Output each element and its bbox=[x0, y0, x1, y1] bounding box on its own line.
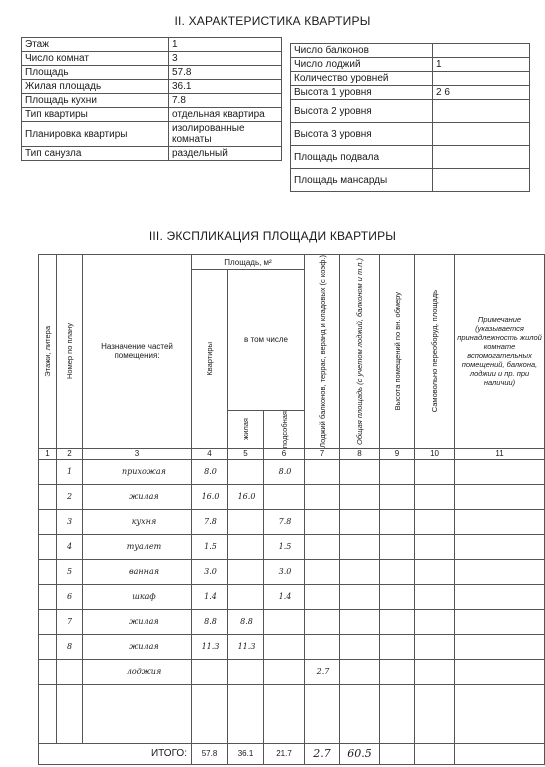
characteristic-label: Высота 3 уровня bbox=[291, 123, 433, 146]
spacer-row bbox=[39, 684, 545, 743]
empty-cell bbox=[340, 584, 380, 609]
characteristic-label: Жилая площадь bbox=[22, 80, 169, 94]
empty-cell bbox=[380, 484, 415, 509]
total-aux: 21.7 bbox=[264, 743, 305, 764]
aux-area: 7.8 bbox=[264, 509, 305, 534]
empty-cell bbox=[455, 609, 545, 634]
header-floor-letter: Этажи, литера bbox=[39, 255, 57, 449]
floor-cell bbox=[39, 459, 57, 484]
characteristic-row bbox=[22, 94, 282, 108]
header-auxiliary: подсобная bbox=[264, 410, 305, 448]
floor-cell bbox=[39, 484, 57, 509]
floor-cell bbox=[39, 534, 57, 559]
table-row bbox=[39, 634, 545, 659]
characteristic-value bbox=[433, 44, 530, 58]
apt-area: 1.5 bbox=[192, 534, 228, 559]
apt-area: 8.8 bbox=[192, 609, 228, 634]
aux-area: 1.5 bbox=[264, 534, 305, 559]
loggia-area bbox=[305, 484, 340, 509]
total-loggia: 2.7 bbox=[305, 743, 340, 764]
loggia-area bbox=[305, 609, 340, 634]
empty-cell bbox=[380, 584, 415, 609]
characteristic-row bbox=[22, 108, 282, 122]
living-area bbox=[228, 534, 264, 559]
floor-cell bbox=[39, 634, 57, 659]
loggia-row bbox=[39, 659, 545, 684]
empty-cell bbox=[340, 609, 380, 634]
empty-cell bbox=[415, 584, 455, 609]
empty-cell bbox=[340, 559, 380, 584]
column-number: 10 bbox=[415, 448, 455, 459]
empty-cell bbox=[415, 559, 455, 584]
characteristic-row bbox=[291, 86, 530, 100]
empty-cell bbox=[455, 634, 545, 659]
characteristic-row bbox=[22, 80, 282, 94]
characteristic-value: 1 bbox=[169, 38, 282, 52]
aux-area: 8.0 bbox=[264, 459, 305, 484]
empty-cell bbox=[380, 559, 415, 584]
empty-cell bbox=[455, 484, 545, 509]
loggia-area bbox=[305, 634, 340, 659]
characteristic-label: Площадь подвала bbox=[291, 146, 433, 169]
plan-number: 2 bbox=[57, 484, 83, 509]
loggia-area bbox=[305, 559, 340, 584]
header-plan-number: Номер по плану bbox=[57, 255, 83, 449]
floor-cell bbox=[39, 584, 57, 609]
characteristic-label: Площадь кухни bbox=[22, 94, 169, 108]
loggia-area bbox=[305, 509, 340, 534]
characteristic-value bbox=[433, 72, 530, 86]
aux-area bbox=[264, 634, 305, 659]
characteristic-row bbox=[22, 147, 282, 161]
empty-cell bbox=[455, 584, 545, 609]
living-area: 8.8 bbox=[228, 609, 264, 634]
characteristic-row bbox=[22, 52, 282, 66]
table-row bbox=[39, 559, 545, 584]
empty-cell bbox=[340, 634, 380, 659]
section-3-title: III. ЭКСПЛИКАЦИЯ ПЛОЩАДИ КВАРТИРЫ bbox=[148, 229, 397, 243]
empty-cell bbox=[340, 484, 380, 509]
loggia-area bbox=[305, 584, 340, 609]
column-number: 7 bbox=[305, 448, 340, 459]
characteristic-value: 1 bbox=[433, 58, 530, 72]
characteristic-label: Количество уровней bbox=[291, 72, 433, 86]
plan-number: 5 bbox=[57, 559, 83, 584]
explication-table bbox=[38, 254, 545, 765]
characteristic-value: 2 6 bbox=[433, 86, 530, 100]
living-area bbox=[228, 584, 264, 609]
room-name: ванная bbox=[83, 559, 192, 584]
characteristic-label: Число комнат bbox=[22, 52, 169, 66]
characteristic-row bbox=[291, 72, 530, 86]
characteristic-value: отдельная квартира bbox=[169, 108, 282, 122]
characteristic-value: 57.8 bbox=[169, 66, 282, 80]
empty-cell bbox=[340, 509, 380, 534]
empty-cell bbox=[380, 459, 415, 484]
header-including: в том числе bbox=[228, 270, 305, 411]
header-apartment: Квартиры bbox=[192, 270, 228, 449]
characteristic-label: Число лоджий bbox=[291, 58, 433, 72]
table-row bbox=[39, 534, 545, 559]
characteristic-row bbox=[22, 66, 282, 80]
characteristic-row bbox=[291, 44, 530, 58]
characteristic-row bbox=[291, 100, 530, 123]
empty-cell bbox=[455, 559, 545, 584]
empty-cell bbox=[340, 459, 380, 484]
characteristic-value bbox=[433, 123, 530, 146]
room-name: жилая bbox=[83, 609, 192, 634]
column-number: 4 bbox=[192, 448, 228, 459]
header-area: Площадь, м² bbox=[192, 255, 305, 270]
characteristic-label: Число балконов bbox=[291, 44, 433, 58]
column-number: 11 bbox=[455, 448, 545, 459]
characteristic-value: раздельный bbox=[169, 147, 282, 161]
characteristic-label: Площадь мансарды bbox=[291, 169, 433, 192]
empty-cell bbox=[380, 634, 415, 659]
table-row bbox=[39, 509, 545, 534]
characteristic-value bbox=[433, 169, 530, 192]
characteristic-value: изолированные комнаты bbox=[169, 122, 282, 147]
empty-cell bbox=[380, 534, 415, 559]
empty-cell bbox=[340, 534, 380, 559]
floor-cell bbox=[39, 509, 57, 534]
column-number: 2 bbox=[57, 448, 83, 459]
room-name: жилая bbox=[83, 484, 192, 509]
characteristic-label: Тип санузла bbox=[22, 147, 169, 161]
apt-area: 8.0 bbox=[192, 459, 228, 484]
apt-area: 3.0 bbox=[192, 559, 228, 584]
totals-row bbox=[39, 743, 545, 764]
empty-cell bbox=[455, 459, 545, 484]
aux-area bbox=[264, 484, 305, 509]
header-total-area: Общая площадь (с учетом лоджий, балконом и т.п.) bbox=[340, 255, 380, 449]
column-number: 1 bbox=[39, 448, 57, 459]
empty-cell bbox=[380, 609, 415, 634]
floor-cell bbox=[39, 609, 57, 634]
empty-cell bbox=[415, 509, 455, 534]
living-area: 16.0 bbox=[228, 484, 264, 509]
apt-area: 16.0 bbox=[192, 484, 228, 509]
aux-area: 3.0 bbox=[264, 559, 305, 584]
aux-area: 1.4 bbox=[264, 584, 305, 609]
room-name: жилая bbox=[83, 634, 192, 659]
characteristic-label: Высота 2 уровня bbox=[291, 100, 433, 123]
apt-area: 11.3 bbox=[192, 634, 228, 659]
characteristic-label: Тип квартиры bbox=[22, 108, 169, 122]
column-number: 5 bbox=[228, 448, 264, 459]
header-purpose: Назначение частей помещения: bbox=[83, 255, 192, 449]
apt-area: 1.4 bbox=[192, 584, 228, 609]
empty-cell bbox=[455, 534, 545, 559]
aux-area bbox=[264, 609, 305, 634]
characteristics-right-table bbox=[290, 43, 530, 192]
room-name: шкаф bbox=[83, 584, 192, 609]
plan-number: 1 bbox=[57, 459, 83, 484]
total-living: 36.1 bbox=[228, 743, 264, 764]
empty-cell bbox=[415, 634, 455, 659]
table-row bbox=[39, 484, 545, 509]
characteristic-label: Высота 1 уровня bbox=[291, 86, 433, 100]
total-area: 60.5 bbox=[340, 743, 380, 764]
characteristic-label: Площадь bbox=[22, 66, 169, 80]
living-area: 11.3 bbox=[228, 634, 264, 659]
loggia-area bbox=[305, 534, 340, 559]
characteristic-value bbox=[433, 146, 530, 169]
column-number: 9 bbox=[380, 448, 415, 459]
empty-cell bbox=[415, 609, 455, 634]
column-number: 6 bbox=[264, 448, 305, 459]
empty-cell bbox=[380, 509, 415, 534]
characteristic-row bbox=[291, 169, 530, 192]
floor-cell bbox=[39, 559, 57, 584]
characteristic-row bbox=[22, 38, 282, 52]
column-number: 3 bbox=[83, 448, 192, 459]
plan-number: 7 bbox=[57, 609, 83, 634]
header-loggia: Лоджий балконов, террас, веранд и кладовых (с коэф.) bbox=[305, 255, 340, 449]
loggia-value: 2.7 bbox=[305, 659, 340, 684]
room-name: прихожая bbox=[83, 459, 192, 484]
column-number: 8 bbox=[340, 448, 380, 459]
living-area bbox=[228, 509, 264, 534]
header-living: жилая bbox=[228, 410, 264, 448]
characteristic-row bbox=[22, 122, 282, 147]
header-height: Высота помещений по вн. обмеру bbox=[380, 255, 415, 449]
totals-label: ИТОГО: bbox=[39, 743, 192, 764]
characteristic-value: 3 bbox=[169, 52, 282, 66]
plan-number: 8 bbox=[57, 634, 83, 659]
characteristic-row bbox=[291, 146, 530, 169]
empty-cell bbox=[455, 509, 545, 534]
characteristic-row bbox=[291, 58, 530, 72]
living-area bbox=[228, 559, 264, 584]
table-row bbox=[39, 609, 545, 634]
apt-area: 7.8 bbox=[192, 509, 228, 534]
section-2-title: II. ХАРАКТЕРИСТИКА КВАРТИРЫ bbox=[174, 14, 371, 28]
characteristic-label: Этаж bbox=[22, 38, 169, 52]
loggia-name: лоджия bbox=[83, 659, 192, 684]
empty-cell bbox=[415, 459, 455, 484]
characteristic-label: Планировка квартиры bbox=[22, 122, 169, 147]
characteristic-row bbox=[291, 123, 530, 146]
room-name: кухня bbox=[83, 509, 192, 534]
plan-number: 3 bbox=[57, 509, 83, 534]
characteristics-left-table bbox=[21, 37, 282, 161]
loggia-area bbox=[305, 459, 340, 484]
empty-cell bbox=[415, 484, 455, 509]
empty-cell bbox=[415, 534, 455, 559]
total-apt: 57.8 bbox=[192, 743, 228, 764]
table-row bbox=[39, 459, 545, 484]
characteristic-value: 7.8 bbox=[169, 94, 282, 108]
room-name: туалет bbox=[83, 534, 192, 559]
header-unauthorized: Самовольно переоборуд. площадь bbox=[415, 255, 455, 449]
living-area bbox=[228, 459, 264, 484]
table-row bbox=[39, 584, 545, 609]
characteristic-value: 36.1 bbox=[169, 80, 282, 94]
plan-number: 6 bbox=[57, 584, 83, 609]
plan-number: 4 bbox=[57, 534, 83, 559]
characteristic-value bbox=[433, 100, 530, 123]
header-note: Примечание (указывается принадлежность жилой комнате вспомогательных помещений, балкона, лоджии и пр. при наличии) bbox=[455, 255, 545, 449]
